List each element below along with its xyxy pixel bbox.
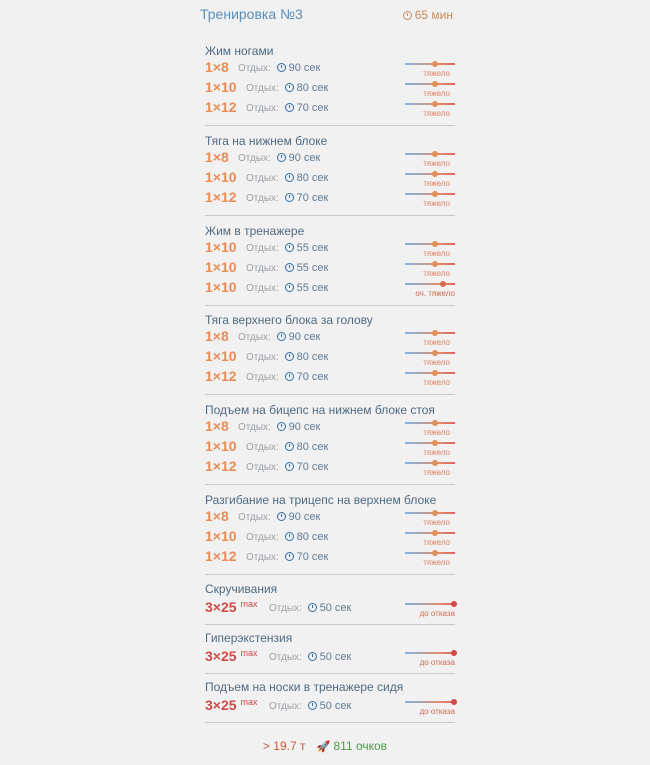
intensity-indicator <box>405 701 455 717</box>
clock-icon <box>285 173 294 182</box>
rest-info <box>246 82 328 94</box>
workout-header <box>200 6 453 26</box>
intensity-dot <box>451 699 457 705</box>
max-label: max <box>240 697 258 707</box>
intensity-bar <box>405 422 455 424</box>
rest-label: Отдых: <box>246 193 279 204</box>
reps-count <box>205 438 237 454</box>
reps-value: 1×8 <box>205 328 229 344</box>
points-value: 811 очков <box>333 739 388 753</box>
intensity-label: тяжело <box>423 428 450 437</box>
reps-value: 1×10 <box>205 528 237 544</box>
intensity-dot <box>432 550 438 556</box>
reps-value: 1×10 <box>205 259 237 275</box>
intensity-bar <box>405 173 455 175</box>
reps-value: 1×10 <box>205 79 237 95</box>
intensity-bar <box>405 701 455 703</box>
intensity-dot <box>432 420 438 426</box>
rest-info <box>246 551 328 563</box>
rest-time: 70 сек <box>296 461 329 473</box>
intensity-indicator <box>405 243 455 259</box>
rest-label: Отдых: <box>269 701 302 712</box>
intensity-bar <box>405 652 455 654</box>
rest-label: Отдых: <box>238 422 271 433</box>
intensity-dot <box>432 350 438 356</box>
clock-icon <box>277 153 286 162</box>
rest-label: Отдых: <box>269 652 302 663</box>
rest-label: Отдых: <box>238 332 271 343</box>
reps-count <box>205 328 229 344</box>
rest-label: Отдых: <box>246 462 279 473</box>
intensity-bar <box>405 532 455 534</box>
intensity-bar <box>405 63 455 65</box>
reps-count <box>205 239 237 255</box>
rest-label: Отдых: <box>246 442 279 453</box>
tonnage-total: > 19.7 т <box>262 739 306 753</box>
rest-time: 50 сек <box>319 651 352 663</box>
reps-value: 1×8 <box>205 418 229 434</box>
reps-count <box>205 259 237 275</box>
clock-icon <box>308 652 317 661</box>
set-row <box>205 149 455 169</box>
intensity-dot <box>432 241 438 247</box>
clock-icon <box>285 372 294 381</box>
intensity-label: до отказа <box>419 658 455 667</box>
intensity-bar <box>405 103 455 105</box>
rest-time: 80 сек <box>296 441 329 453</box>
divider <box>205 624 455 625</box>
reps-count <box>205 79 237 95</box>
intensity-label: тяжело <box>423 249 450 258</box>
set-row <box>205 548 455 568</box>
reps-count <box>205 149 229 165</box>
max-label: max <box>240 599 258 609</box>
rest-info <box>269 602 351 614</box>
divider <box>205 215 455 216</box>
set-row <box>205 328 455 348</box>
intensity-dot <box>432 151 438 157</box>
rest-time: 55 сек <box>296 262 329 274</box>
intensity-indicator <box>405 512 455 528</box>
reps-value: 1×10 <box>205 239 237 255</box>
clock-icon <box>277 512 286 521</box>
rest-info <box>246 192 328 204</box>
intensity-bar <box>405 372 455 374</box>
rest-label: Отдых: <box>246 103 279 114</box>
intensity-bar <box>405 283 455 285</box>
intensity-bar <box>405 332 455 334</box>
set-row <box>205 528 455 548</box>
set-row <box>205 79 455 99</box>
intensity-label: тяжело <box>423 378 450 387</box>
intensity-label: оч. тяжело <box>415 289 455 298</box>
intensity-dot <box>432 530 438 536</box>
reps-value: 3×25 <box>205 648 237 664</box>
intensity-dot <box>432 61 438 67</box>
rocket-icon: 🚀 <box>316 741 331 753</box>
set-row <box>205 279 455 299</box>
exercise-name[interactable]: Тяга верхнего блока за голову <box>205 313 373 327</box>
rest-info <box>246 282 328 294</box>
intensity-dot <box>432 101 438 107</box>
divider <box>205 722 455 723</box>
set-row <box>205 99 455 119</box>
rest-time: 70 сек <box>296 551 329 563</box>
exercise-name[interactable]: Скручивания <box>205 582 278 596</box>
intensity-indicator <box>405 442 455 458</box>
intensity-label: тяжело <box>423 358 450 367</box>
rest-time: 90 сек <box>288 421 321 433</box>
clock-icon <box>285 243 294 252</box>
rest-info <box>246 102 328 114</box>
rest-label: Отдых: <box>246 243 279 254</box>
reps-count <box>205 548 237 564</box>
intensity-dot <box>432 81 438 87</box>
reps-count <box>205 169 237 185</box>
rest-time: 80 сек <box>296 531 329 543</box>
rest-time: 50 сек <box>319 700 352 712</box>
intensity-indicator <box>405 352 455 368</box>
reps-value: 1×12 <box>205 548 237 564</box>
reps-count <box>205 599 258 615</box>
intensity-dot <box>432 191 438 197</box>
reps-count <box>205 189 237 205</box>
intensity-label: тяжело <box>423 518 450 527</box>
intensity-bar <box>405 83 455 85</box>
set-row <box>205 648 455 668</box>
exercise-name[interactable]: Разгибание на трицепс на верхнем блоке <box>205 493 437 507</box>
intensity-bar <box>405 552 455 554</box>
reps-count <box>205 59 229 75</box>
rest-time: 55 сек <box>296 282 329 294</box>
intensity-indicator <box>405 462 455 478</box>
intensity-dot <box>432 370 438 376</box>
reps-value: 3×25 <box>205 599 237 615</box>
rest-info <box>246 531 328 543</box>
intensity-indicator <box>405 283 455 299</box>
intensity-label: тяжело <box>423 538 450 547</box>
intensity-indicator <box>405 532 455 548</box>
intensity-bar <box>405 263 455 265</box>
rest-info <box>238 62 320 74</box>
set-row <box>205 599 455 619</box>
intensity-label: тяжело <box>423 199 450 208</box>
rest-time: 70 сек <box>296 192 329 204</box>
rest-label: Отдых: <box>246 552 279 563</box>
intensity-indicator <box>405 83 455 99</box>
reps-value: 1×10 <box>205 279 237 295</box>
exercise-name[interactable]: Подъем на носки в тренажере сидя <box>205 680 404 694</box>
exercise-name[interactable]: Жим ногами <box>205 44 274 58</box>
set-row <box>205 418 455 438</box>
rest-label: Отдых: <box>238 512 271 523</box>
set-row <box>205 368 455 388</box>
exercise-name[interactable]: Подъем на бицепс на нижнем блоке стоя <box>205 403 435 417</box>
reps-value: 1×12 <box>205 189 237 205</box>
clock-icon <box>285 103 294 112</box>
intensity-indicator <box>405 372 455 388</box>
rest-time: 70 сек <box>296 102 329 114</box>
rest-info <box>238 421 320 433</box>
divider <box>205 305 455 306</box>
intensity-dot <box>451 601 457 607</box>
intensity-label: тяжело <box>423 468 450 477</box>
page-title: Тренировка №3 <box>200 6 303 22</box>
intensity-indicator <box>405 103 455 119</box>
clock-icon <box>285 442 294 451</box>
intensity-bar <box>405 352 455 354</box>
rest-info <box>246 371 328 383</box>
reps-count <box>205 508 229 524</box>
intensity-label: тяжело <box>423 269 450 278</box>
intensity-indicator <box>405 63 455 79</box>
rest-info <box>238 511 320 523</box>
reps-value: 3×25 <box>205 697 237 713</box>
divider <box>205 574 455 575</box>
intensity-label: тяжело <box>423 159 450 168</box>
reps-count <box>205 368 237 384</box>
reps-value: 1×8 <box>205 59 229 75</box>
reps-count <box>205 348 237 364</box>
intensity-label: тяжело <box>423 69 450 78</box>
reps-count <box>205 648 258 664</box>
divider <box>205 673 455 674</box>
rest-label: Отдых: <box>246 352 279 363</box>
clock-icon <box>285 263 294 272</box>
reps-count <box>205 697 258 713</box>
intensity-label: тяжело <box>423 179 450 188</box>
intensity-bar <box>405 193 455 195</box>
intensity-indicator <box>405 603 455 619</box>
rest-info <box>246 172 328 184</box>
clock-icon <box>285 552 294 561</box>
intensity-label: тяжело <box>423 89 450 98</box>
clock-icon <box>285 462 294 471</box>
intensity-dot <box>432 330 438 336</box>
reps-value: 1×12 <box>205 99 237 115</box>
rest-info <box>246 441 328 453</box>
reps-value: 1×10 <box>205 438 237 454</box>
rest-label: Отдых: <box>246 83 279 94</box>
intensity-label: до отказа <box>419 609 455 618</box>
intensity-dot <box>432 510 438 516</box>
divider <box>205 125 455 126</box>
intensity-dot <box>451 650 457 656</box>
rest-info <box>269 651 351 663</box>
intensity-dot <box>440 281 446 287</box>
reps-count <box>205 458 237 474</box>
set-row <box>205 59 455 79</box>
rest-time: 80 сек <box>296 351 329 363</box>
intensity-indicator <box>405 332 455 348</box>
intensity-label: тяжело <box>423 338 450 347</box>
reps-value: 1×12 <box>205 458 237 474</box>
intensity-dot <box>432 261 438 267</box>
intensity-indicator <box>405 652 455 668</box>
rest-time: 80 сек <box>296 82 329 94</box>
exercise-name[interactable]: Тяга на нижнем блоке <box>205 134 328 148</box>
clock-icon <box>285 352 294 361</box>
intensity-indicator <box>405 422 455 438</box>
set-row <box>205 438 455 458</box>
intensity-dot <box>432 460 438 466</box>
clock-icon <box>285 283 294 292</box>
rest-info <box>238 152 320 164</box>
set-row <box>205 348 455 368</box>
rest-info <box>246 262 328 274</box>
set-row <box>205 697 455 717</box>
reps-count <box>205 279 237 295</box>
exercise-name[interactable]: Жим в тренажере <box>205 224 305 238</box>
intensity-dot <box>432 440 438 446</box>
clock-icon <box>308 603 317 612</box>
rest-label: Отдых: <box>269 603 302 614</box>
set-row <box>205 259 455 279</box>
set-row <box>205 189 455 209</box>
set-row <box>205 458 455 478</box>
rest-label: Отдых: <box>246 173 279 184</box>
intensity-dot <box>432 171 438 177</box>
set-row <box>205 169 455 189</box>
reps-value: 1×8 <box>205 508 229 524</box>
rest-label: Отдых: <box>246 263 279 274</box>
intensity-indicator <box>405 263 455 279</box>
clock-icon <box>277 422 286 431</box>
intensity-label: тяжело <box>423 448 450 457</box>
set-row <box>205 239 455 259</box>
rest-time: 90 сек <box>288 62 321 74</box>
intensity-bar <box>405 243 455 245</box>
intensity-bar <box>405 512 455 514</box>
set-row <box>205 508 455 528</box>
exercise-name[interactable]: Гиперэкстензия <box>205 631 293 645</box>
reps-count <box>205 528 237 544</box>
rest-time: 90 сек <box>288 152 321 164</box>
rest-info <box>269 700 351 712</box>
clock-icon <box>285 83 294 92</box>
rest-info <box>246 461 328 473</box>
intensity-bar <box>405 603 455 605</box>
reps-count <box>205 99 237 115</box>
rest-info <box>246 242 328 254</box>
divider <box>205 484 455 485</box>
intensity-label: тяжело <box>423 109 450 118</box>
clock-icon <box>308 701 317 710</box>
rest-label: Отдых: <box>246 532 279 543</box>
reps-value: 1×12 <box>205 368 237 384</box>
rest-time: 55 сек <box>296 242 329 254</box>
intensity-indicator <box>405 193 455 209</box>
max-label: max <box>240 648 258 658</box>
workout-summary <box>0 739 650 753</box>
rest-time: 70 сек <box>296 371 329 383</box>
reps-value: 1×10 <box>205 169 237 185</box>
rest-label: Отдых: <box>246 283 279 294</box>
rest-info <box>238 331 320 343</box>
clock-icon <box>277 332 286 341</box>
intensity-bar <box>405 462 455 464</box>
clock-icon <box>285 532 294 541</box>
reps-value: 1×10 <box>205 348 237 364</box>
rest-time: 90 сек <box>288 511 321 523</box>
intensity-bar <box>405 153 455 155</box>
intensity-indicator <box>405 153 455 169</box>
intensity-label: тяжело <box>423 558 450 567</box>
rest-info <box>246 351 328 363</box>
intensity-indicator <box>405 173 455 189</box>
rest-label: Отдых: <box>246 372 279 383</box>
workout-duration <box>403 8 453 22</box>
clock-icon <box>285 193 294 202</box>
rest-time: 80 сек <box>296 172 329 184</box>
points-total <box>317 739 387 753</box>
clock-icon <box>277 63 286 72</box>
duration-value: 65 мин <box>414 8 453 22</box>
divider <box>205 394 455 395</box>
reps-count <box>205 418 229 434</box>
reps-value: 1×8 <box>205 149 229 165</box>
rest-time: 90 сек <box>288 331 321 343</box>
intensity-label: до отказа <box>419 707 455 716</box>
intensity-bar <box>405 442 455 444</box>
rest-label: Отдых: <box>238 153 271 164</box>
intensity-indicator <box>405 552 455 568</box>
clock-icon <box>403 11 412 20</box>
rest-time: 50 сек <box>319 602 352 614</box>
rest-label: Отдых: <box>238 63 271 74</box>
